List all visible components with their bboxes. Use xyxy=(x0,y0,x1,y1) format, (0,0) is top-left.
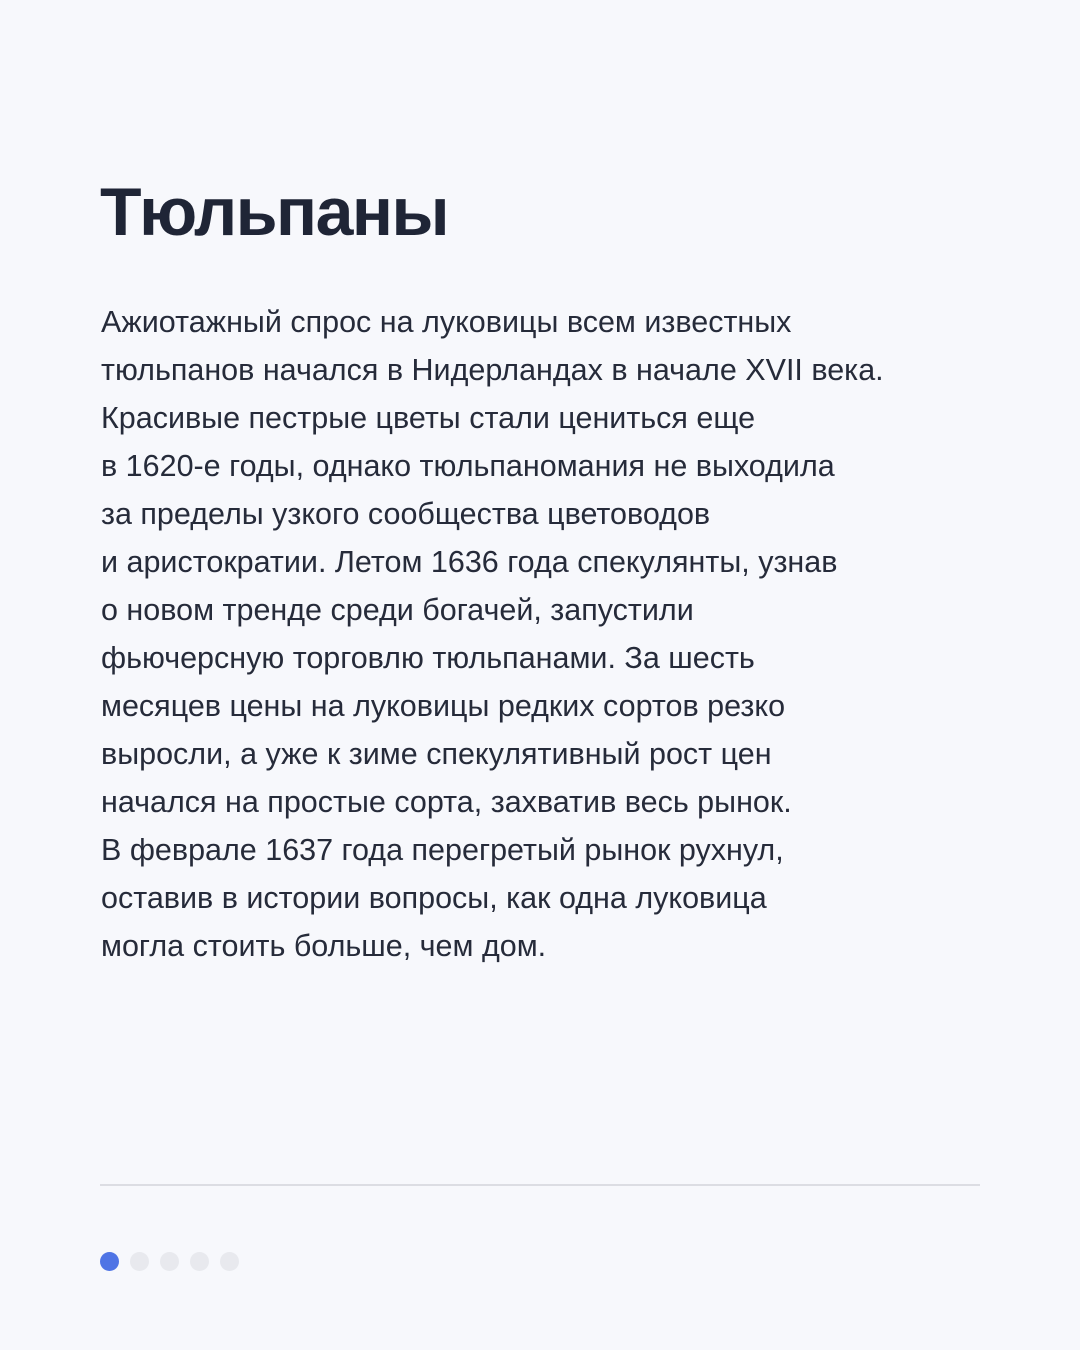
body-line: за пределы узкого сообщества цветоводов xyxy=(101,497,711,531)
body-line: в 1620-е годы, однако тюльпаномания не выходила xyxy=(101,449,835,483)
pagination-dot-active[interactable] xyxy=(100,1252,119,1271)
body-line: Ажиотажный спрос на луковицы всем известных xyxy=(101,305,792,339)
pagination-dots xyxy=(100,1252,239,1271)
body-line: о новом тренде среди богачей, запустили xyxy=(101,593,694,627)
body-line: оставив в истории вопросы, как одна луковица xyxy=(101,881,767,915)
pagination-dot[interactable] xyxy=(190,1252,209,1271)
body-line: фьючерсную торговлю тюльпанами. За шесть xyxy=(101,641,755,675)
body-line: могла стоить больше, чем дом. xyxy=(101,929,547,963)
body-line: Красивые пестрые цветы стали цениться еще xyxy=(101,401,756,435)
body-line: В феврале 1637 года перегретый рынок рухнул, xyxy=(101,833,784,867)
body-line: выросли, а уже к зиме спекулятивный рост цен xyxy=(101,737,772,771)
pagination-dot[interactable] xyxy=(220,1252,239,1271)
body-line: начался на простые сорта, захватив весь рынок. xyxy=(101,785,792,819)
body-text xyxy=(101,298,1001,970)
pagination-dot[interactable] xyxy=(160,1252,179,1271)
page-title: Тюльпаны xyxy=(100,174,449,250)
body-line: тюльпанов начался в Нидерландах в начале XVII века. xyxy=(101,353,884,387)
divider xyxy=(100,1184,980,1186)
body-line: месяцев цены на луковицы редких сортов резко xyxy=(101,689,786,723)
pagination-dot[interactable] xyxy=(130,1252,149,1271)
body-line: и аристократии. Летом 1636 года спекулянты, узнав xyxy=(101,545,838,579)
